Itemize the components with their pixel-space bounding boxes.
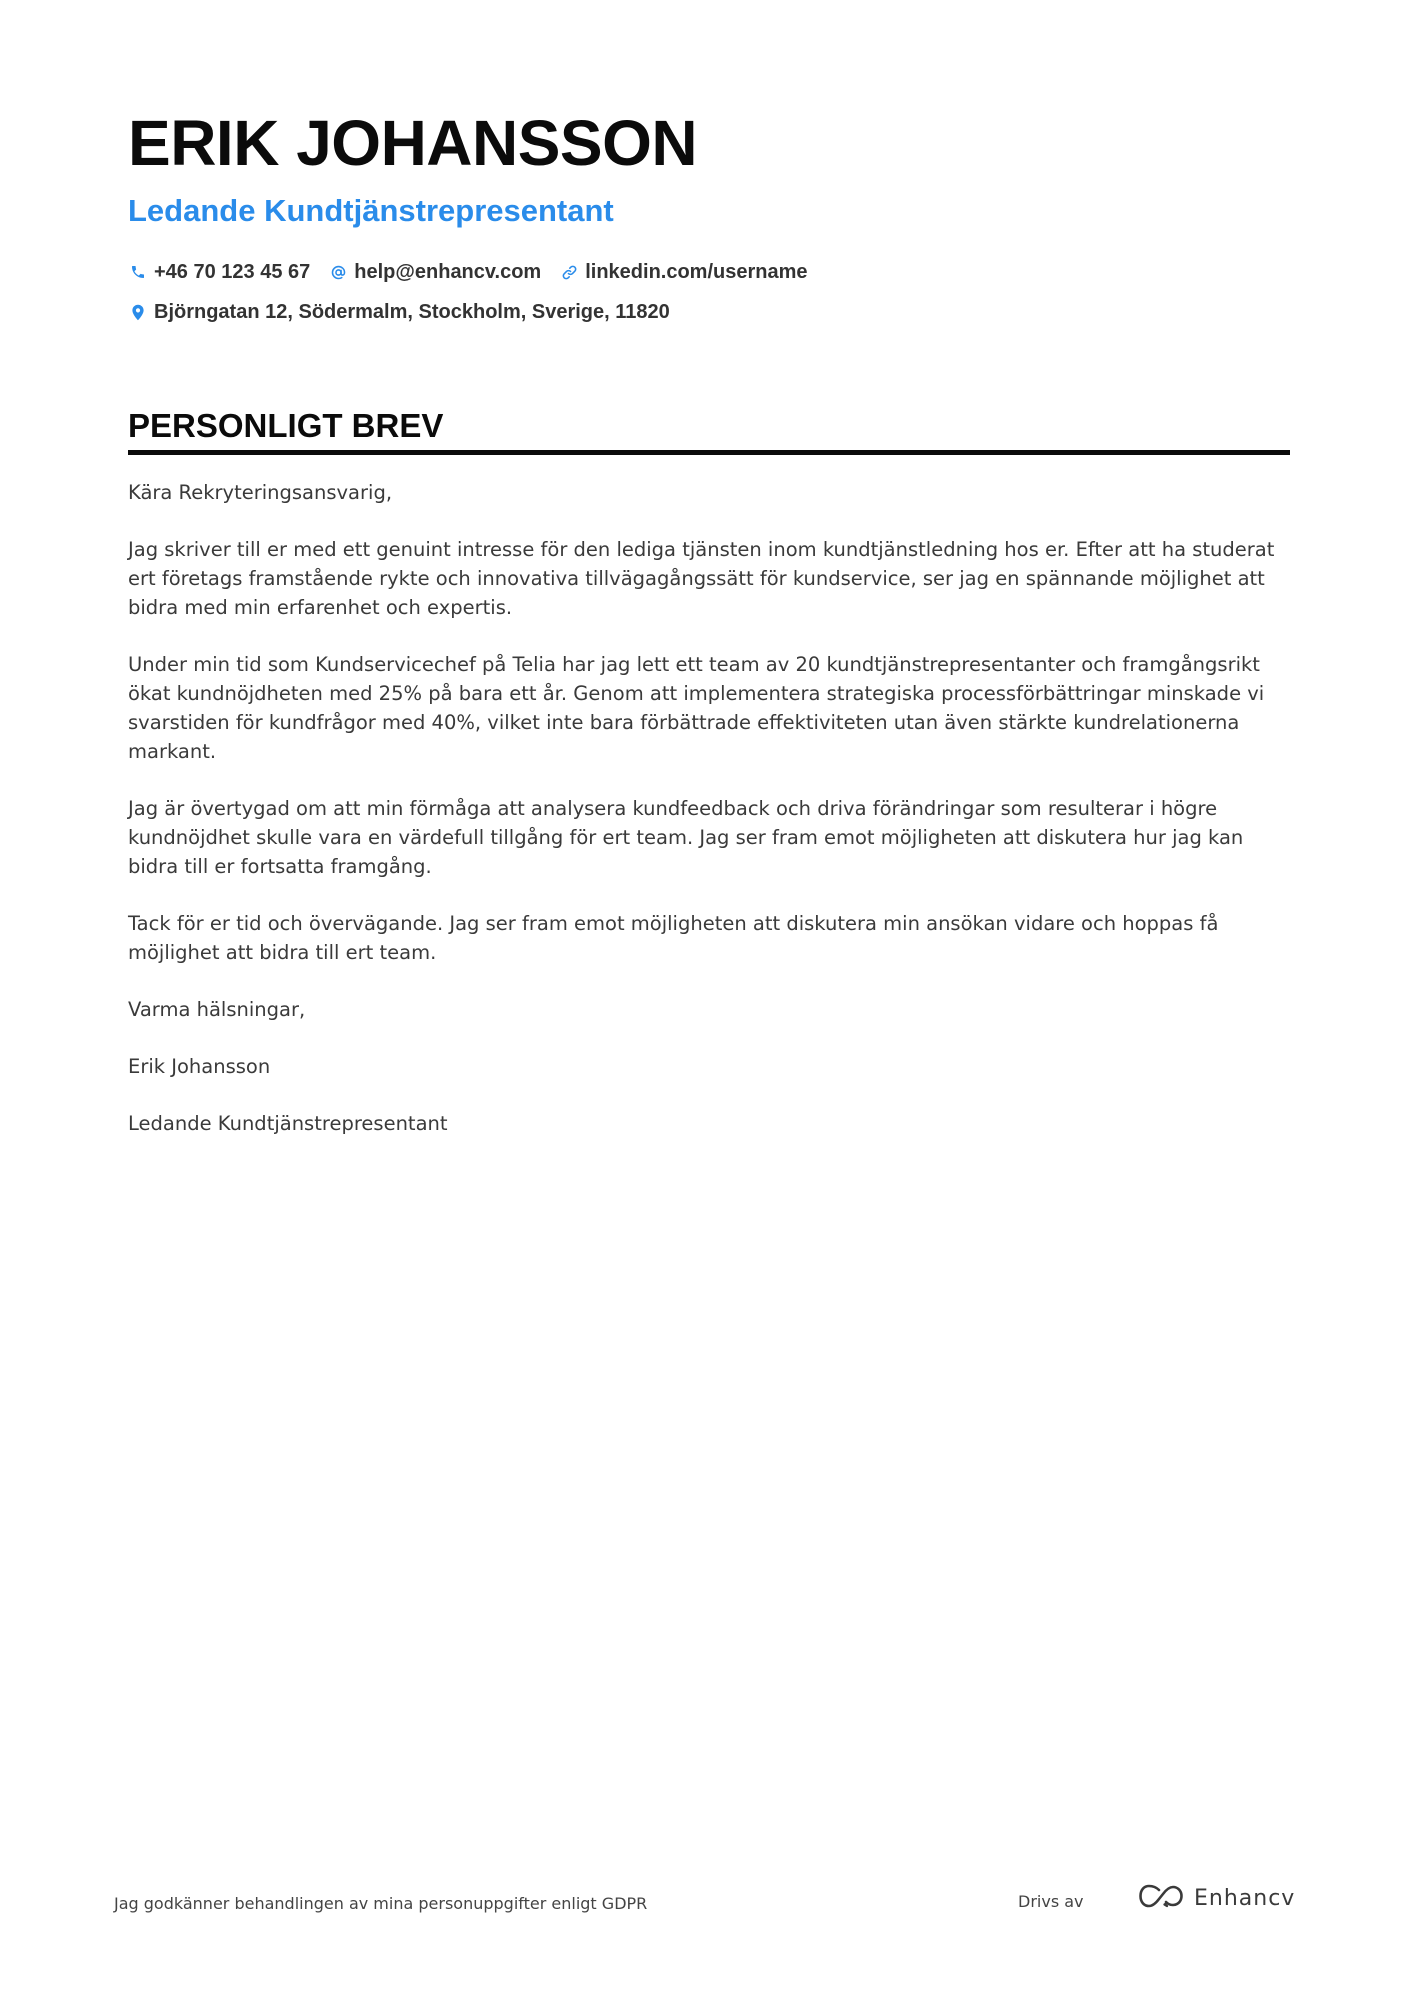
- contact-row-1: [128, 252, 1288, 292]
- letter-paragraph: Under min tid som Kundservicechef på Telia har jag lett ett team av 20 kundtjänstrepresentanter och framgångsrikt ökat kundnöjdheten med 25% på bara ett år. Genom att implementera strategiska processförbättringar minskade vi svarstiden för kundfrågor med 40%, vilket inte bara förbättrade effektiviteten utan även stärkte kundrelationerna markant.: [128, 653, 1265, 763]
- at-icon: [328, 262, 348, 282]
- letter-closing: Varma hälsningar,: [128, 998, 306, 1021]
- phone-text: +46 70 123 45 67: [154, 260, 311, 283]
- link-icon: [559, 262, 579, 282]
- powered-by-label: Drivs av: [1018, 1892, 1084, 1911]
- location-pin-icon: [128, 302, 148, 322]
- contact-linkedin[interactable]: [559, 261, 807, 284]
- candidate-name: ERIK JOHANSSON: [128, 107, 698, 179]
- letter-paragraph: Tack för er tid och övervägande. Jag ser fram emot möjligheten att diskutera min ansökan vidare och hoppas få möjlighet att bidra till ert team.: [128, 912, 1219, 964]
- enhancv-logo-icon: [1138, 1884, 1184, 1913]
- contact-address: [128, 301, 670, 324]
- contact-email[interactable]: [328, 261, 541, 284]
- letter-body: [128, 478, 1290, 1166]
- linkedin-text: linkedin.com/username: [585, 260, 808, 283]
- signature-name: Erik Johansson: [128, 1055, 271, 1078]
- brand-name: Enhancv: [1194, 1886, 1296, 1911]
- enhancv-brand[interactable]: [1138, 1884, 1295, 1913]
- email-text: help@enhancv.com: [354, 260, 542, 283]
- phone-icon: [128, 262, 148, 282]
- contact-info: [128, 252, 1288, 332]
- letter-greeting: Kära Rekryteringsansvarig,: [128, 481, 393, 504]
- gdpr-consent: Jag godkänner behandlingen av mina personuppgifter enligt GDPR: [114, 1894, 648, 1913]
- contact-row-2: [128, 292, 1288, 332]
- candidate-title: Ledande Kundtjänstrepresentant: [128, 193, 614, 228]
- letter-paragraph: Jag är övertygad om att min förmåga att analysera kundfeedback och driva förändringar som resulterar i högre kundnöjdhet skulle vara en värdefull tillgång för ert team. Jag ser fram emot möjligheten att diskutera hur jag kan bidra till er fortsatta framgång.: [128, 797, 1244, 878]
- letter-paragraph: Jag skriver till er med ett genuint intresse för den lediga tjänsten inom kundtjänstledning hos er. Efter att ha studerat ert företags framstående rykte och innovativa tillvägagångssätt för kundservice, ser jag en spännande möjlighet att bidra med min erfarenhet och expertis.: [128, 538, 1275, 619]
- address-text: Björngatan 12, Södermalm, Stockholm, Sverige, 11820: [154, 300, 670, 323]
- signature-title: Ledande Kundtjänstrepresentant: [128, 1112, 448, 1135]
- contact-phone[interactable]: [128, 261, 310, 284]
- section-heading: PERSONLIGT BREV: [128, 406, 1290, 455]
